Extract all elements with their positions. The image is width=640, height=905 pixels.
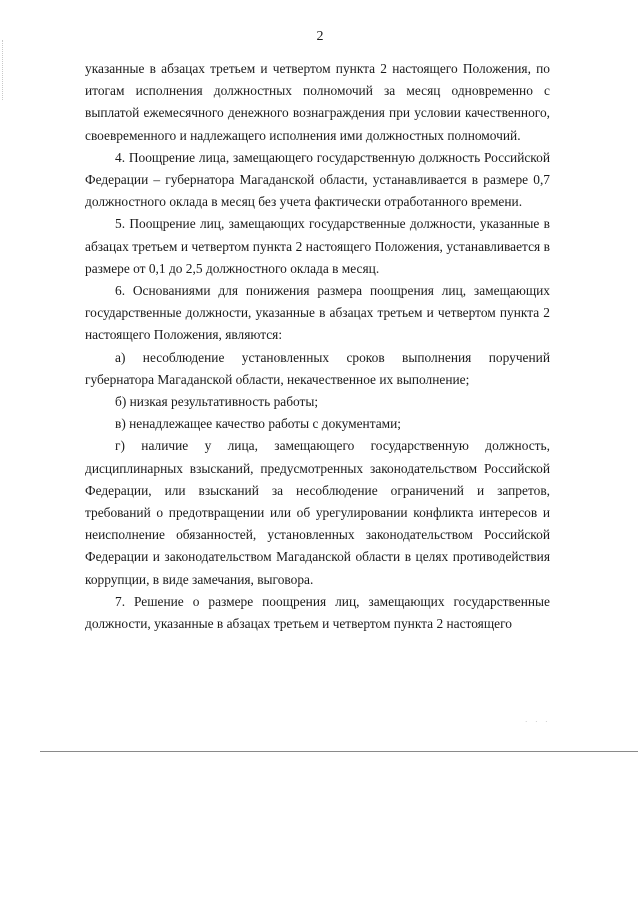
paragraph-6-item-a: а) несоблюдение установленных сроков выполнения поручений губернатора Магаданской области, некачественное их выполнение; xyxy=(85,349,550,387)
page-bottom-rule xyxy=(40,751,638,752)
paragraph-4: 4. Поощрение лица, замещающего государственную должность Российской Федерации – губернатора Магаданской области, устанавливается в размере 0,7 должностного оклада в месяц без учета фактически отработанного времени. xyxy=(85,149,550,210)
paragraph-6-item-b: б) низкая результативность работы; xyxy=(115,394,319,410)
page-number: 2 xyxy=(316,29,324,44)
paragraph-7: 7. Решение о размере поощрения лиц, замещающих государственные должности, указанные в абзацах третьем и четвертом пункта 2 настоящего xyxy=(85,593,550,632)
paragraph-5: 5. Поощрение лиц, замещающих государственные должности, указанные в абзацах третьем и четвертом пункта 2 настоящего Положения, устанавливается в размере от 0,1 до 2,5 должностного оклада в месяц. xyxy=(85,216,550,276)
paragraph-6-item-v: в) ненадлежащее качество работы с документами; xyxy=(115,416,402,432)
paragraph-6-item-g: г) наличие у лица, замещающего государственную должность, дисциплинарных взысканий, предусмотренных законодательством Российской Федерации, или взысканий за несоблюдение ограничений и запретов, требований о предотвращении или об урегулировании конфликта интересов и неисполнение обязанностей, установленных законодательством Российской Федерации и законодательством Магаданской области в целях противодействия коррупции, в виде замечания, выговора. xyxy=(85,438,550,587)
scan-margin-marks xyxy=(2,40,5,100)
paragraph-6: 6. Основаниями для понижения размера поощрения лиц, замещающих государственные должности, указанные в абзацах третьем и четвертом пункта 2 настоящего Положения, являются: xyxy=(85,283,550,343)
paragraph-3-continuation: указанные в абзацах третьем и четвертом пункта 2 настоящего Положения, по итогам исполнения должностных полномочий за месяц одновременно с выплатой ежемесячного денежного вознаграждения при условии качественного, своевременного и надлежащего исполнения ими должностных полномочий. xyxy=(85,61,550,143)
document-body xyxy=(85,58,550,635)
scan-artifact: · · · xyxy=(525,718,551,726)
